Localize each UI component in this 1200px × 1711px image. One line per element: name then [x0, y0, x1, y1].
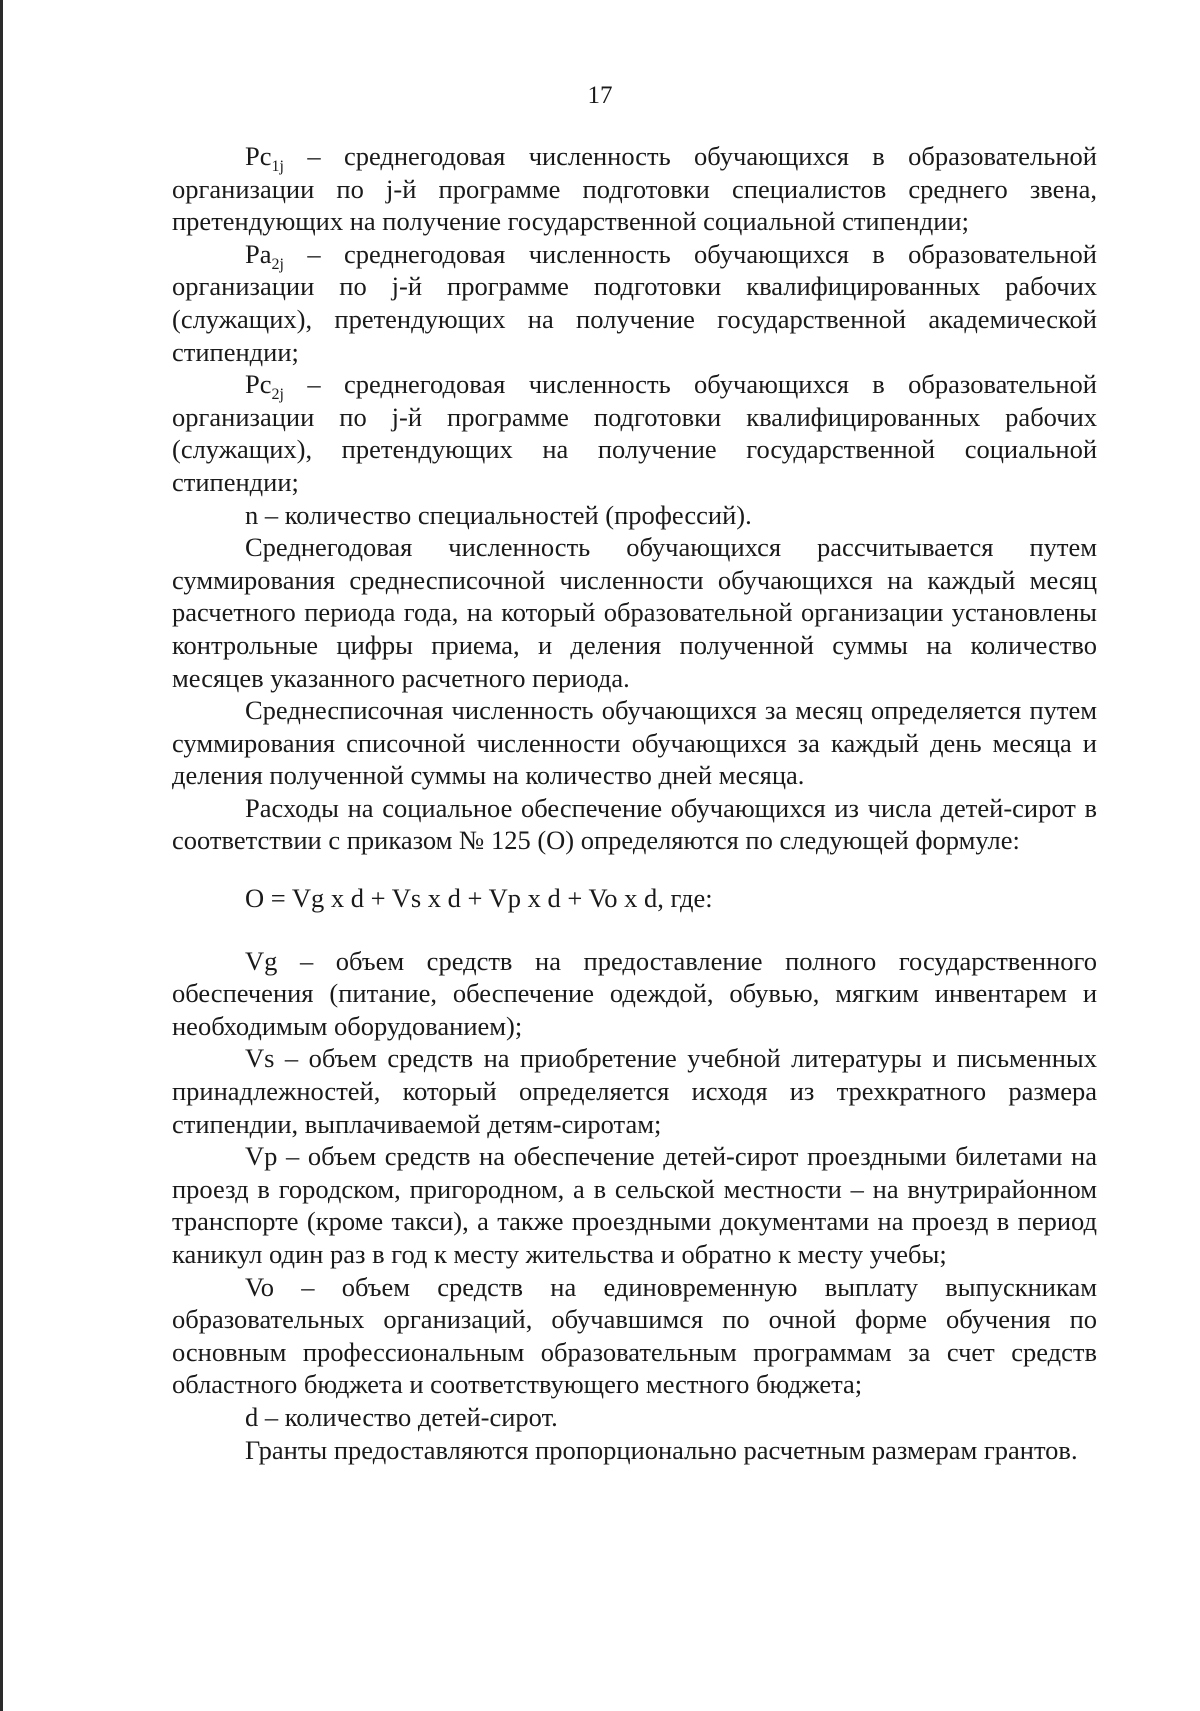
definition-pc1j: $Pc_{1j}$ – среднегодовая численность обучающихся в образовательной организации по j-й программе подготовки специалистов среднего звена, претендующих на получение государственной социальной стипендии; [172, 141, 1097, 237]
definition-pa2j: $Pa_{2j}$ – среднегодовая численность обучающихся в образовательной организации по j-й программе подготовки квалифицированных рабочих (служащих), претендующих на получение государственной академической стипендии; [172, 238, 1097, 367]
symbol-pc2j: $Pc_{2j}$ [245, 369, 284, 404]
definition-vp: Vp – объем средств на обеспечение детей-сирот проездными билетами на проезд в городском, пригородном, а в сельской местности – на внутрирайонном транспорте (кроме такси), а также проездными документами на проезд в период каникул один раз в год к месту жительства и обратно к месту учебы; [172, 1141, 1097, 1269]
definition-pc2j: $Pc_{2j}$ – среднегодовая численность обучающихся в образовательной организации по j-й программе подготовки квалифицированных рабочих (служащих), претендующих на получение государственной социальной стипендии; [172, 369, 1097, 497]
definition-d: d – количество детей-сирот. [245, 1401, 558, 1432]
definition-vs: Vs – объем средств на приобретение учебной литературы и письменных принадлежностей, который определяется исходя из трехкратного размера стипендии, выплачиваемой детям-сиротам; [172, 1043, 1097, 1139]
definition-vg: Vg – объем средств на предоставление полного государственного обеспечения (питание, обеспечение одеждой, обувью, мягким инвентарем и необходимым оборудованием); [172, 945, 1097, 1041]
paragraph-grants: Гранты предоставляются пропорционально расчетным размерам грантов. [245, 1434, 1078, 1465]
definition-n: n – количество специальностей (профессий). [245, 499, 752, 530]
definition-vo: Vo – объем средств на единовременную выплату выпускникам образовательных организаций, обучавшимся по очной форме обучения по основным профессиональным образовательным программам за счет средств областного бюджета и соответствующего местного бюджета; [172, 1271, 1097, 1400]
scan-border [0, 0, 3, 1711]
paragraph-average-monthly: Среднесписочная численность обучающихся за месяц определяется путем суммирования списочной численности обучающихся за каждый день месяца и деления полученной суммы на количество дней месяца. [172, 695, 1097, 791]
paragraph-expenses: Расходы на социальное обеспечение обучающихся из числа детей-сирот в соответствии с приказом № 125 (О) определяются по следующей формуле: [172, 792, 1097, 856]
symbol-pc1j: $Pc_{1j}$ [245, 141, 284, 175]
symbol-pa2j: $Pa_{2j}$ [245, 238, 284, 273]
page-number: 17 [587, 82, 613, 109]
paragraph-average-annual: Среднегодовая численность обучающихся рассчитывается путем суммирования среднесписочной численности обучающихся на каждый месяц расчетного периода года, на который образовательной организации установлены контрольные цифры приема, и деления полученной суммы на количество месяцев указанного расчетного периода. [172, 532, 1097, 693]
formula: O = Vg x d + Vs x d + Vp x d + Vo x d, где: [245, 883, 713, 914]
document-body [172, 140, 1097, 1466]
